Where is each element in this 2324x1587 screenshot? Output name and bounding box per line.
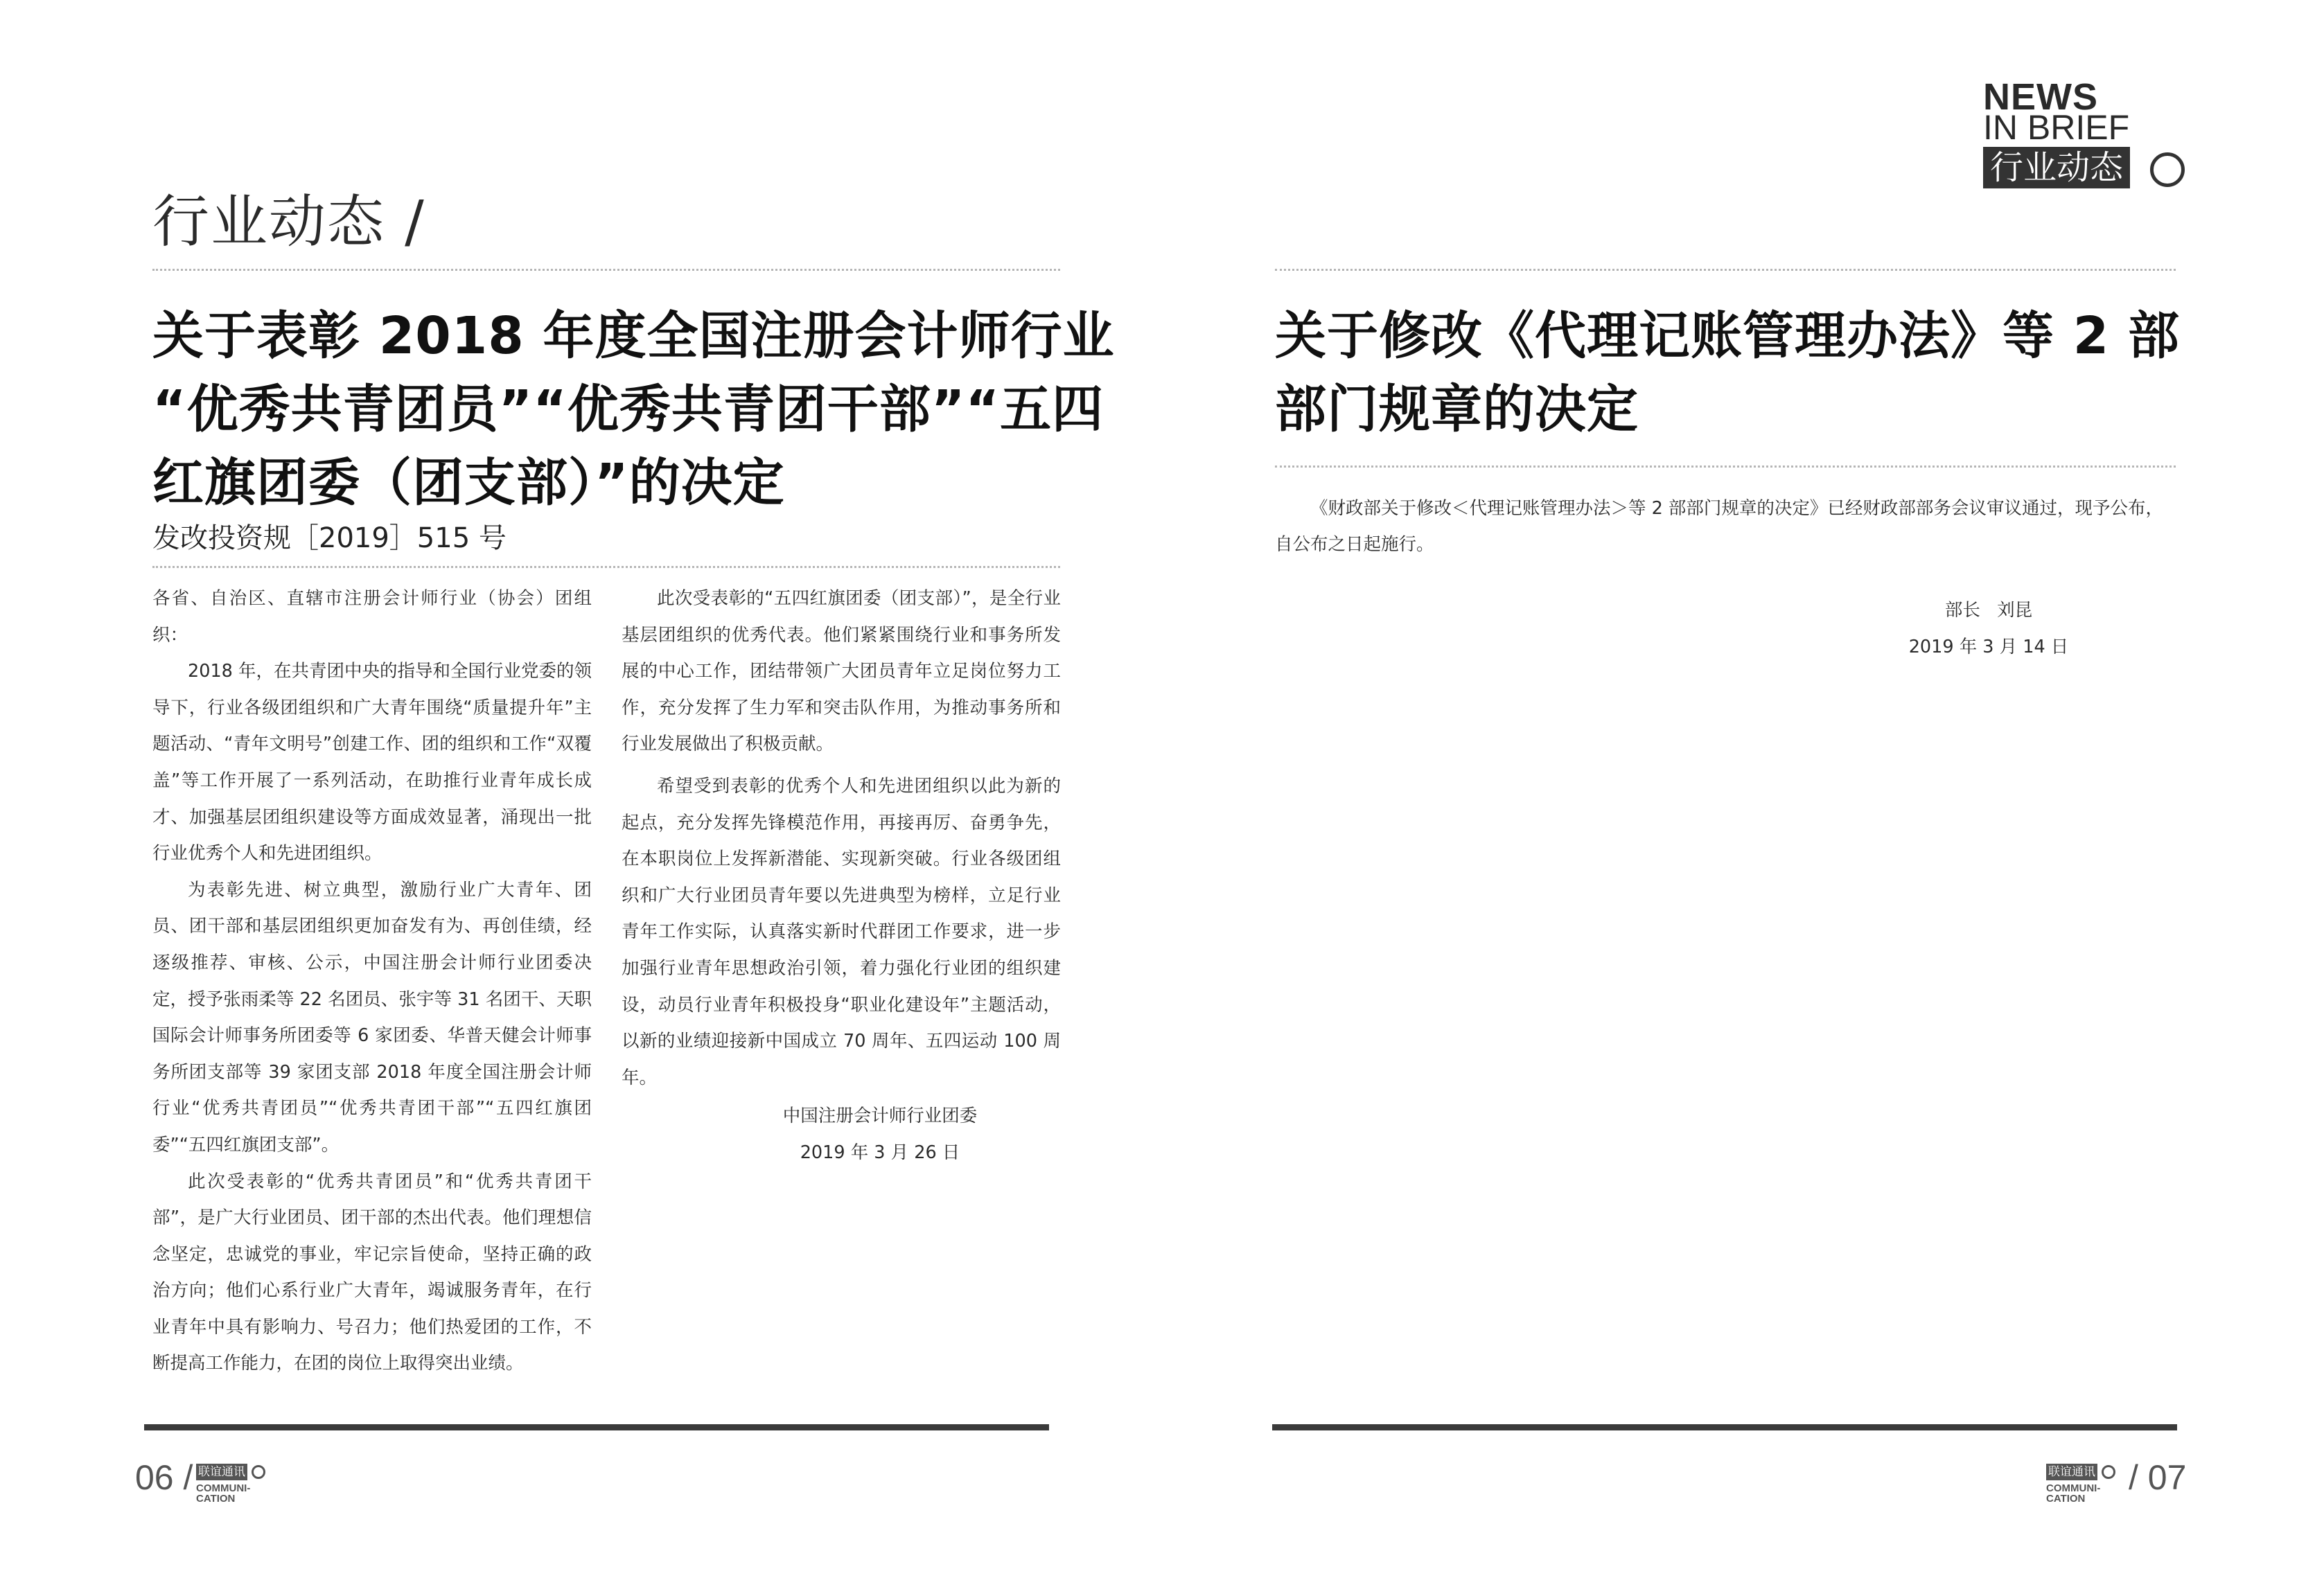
signature-org: 中国注册会计师行业团委: [782, 1106, 978, 1126]
title-line: 部门规章的决定: [1275, 380, 1639, 439]
footer-logo-left: [196, 1464, 272, 1505]
article-body-right: [1275, 490, 2190, 562]
footer-rule-right: [1272, 1424, 2177, 1430]
title-line: 关于表彰 2018 年度全国注册会计师行业: [152, 306, 1115, 366]
news-in-brief-brief: IN BRIEF: [1983, 108, 2130, 147]
signature-title: 部长 刘昆: [1944, 600, 2033, 621]
paragraph: 希望受到表彰的优秀个人和先进团组织以此为新的起点，充分发挥先锋模范作用，再接再厉、奋勇争先，在本职岗位上发挥新潜能、实现新突破。行业各级团组织和广大行业团员青年要以先进典型为榜样，立足行业青年工作实际，认真落实新时代群团工作要求，进一步加强行业青年思想政治引领，着力强化行业团的组织建设，动员行业青年积极投身“职业化建设年”主题活动，以新的业绩迎接新中国成立 70 周年、五四运动 100 周年。: [622, 775, 1061, 1088]
title-divider-left: [152, 566, 1060, 568]
page-number-right: / 07: [2129, 1458, 2187, 1497]
logo-en-1: COMMUNI-: [2046, 1482, 2101, 1494]
footer-logo-right: [2046, 1464, 2122, 1505]
signature-right: [1829, 592, 2148, 665]
signature-left: [721, 1098, 1039, 1171]
brand-circle-icon: [2150, 152, 2185, 187]
logo-circle-icon: [2102, 1465, 2115, 1479]
title-line: 红旗团委（团支部）”的决定: [152, 453, 785, 513]
footer-rule-left: [144, 1424, 1049, 1430]
article-column-2: [622, 580, 1061, 1096]
logo-cn: 联谊通讯: [2046, 1464, 2097, 1480]
paragraph: 为表彰先进、树立典型，激励行业广大青年、团员、团干部和基层团组织更加奋发有为、再创佳绩，经逐级推荐、审核、公示，中国注册会计师行业团委决定，授予张雨柔等 22 名团员、张宇等 31 名团干、天职国际会计师事务所团委等 6 家团委、华普天健会计师事务所团支部等 39 家团支部 2018 年度全国注册会计师行业“优秀共青团员”“优秀共青团干部”“五四红旗团委”“五四红旗团支部”。: [152, 879, 592, 1155]
logo-en-2: CATION: [196, 1493, 236, 1505]
paragraph: 此次受表彰的“五四红旗团委（团支部）”，是全行业基层团组织的优秀代表。他们紧紧围绕行业和事务所发展的中心工作，团结带领广大团员青年立足岗位努力工作，充分发挥了生力军和突击队作用，为推动事务所和行业发展做出了积极贡献。: [622, 588, 1061, 755]
paragraph: 此次受表彰的“优秀共青团员”和“优秀共青团干部”，是广大行业团员、团干部的杰出代表。他们理想信念坚定，忠诚党的事业，牢记宗旨使命，坚持正确的政治方向；他们心系行业广大青年，竭诚服务青年，在行业青年中具有影响力、号召力；他们热爱团的工作，不断提高工作能力，在团的岗位上取得突出业绩。: [152, 1171, 592, 1374]
article-title-right: [1275, 299, 2180, 446]
title-line: “优秀共青团员”“优秀共青团干部”“五四: [152, 380, 1104, 439]
news-in-brief-news: NEWS: [1983, 76, 2098, 118]
logo-cn: 联谊通讯: [196, 1464, 247, 1480]
salutation: 各省、自治区、直辖市注册会计师行业（协会）团组织：: [152, 588, 592, 646]
logo-en-2: CATION: [2046, 1493, 2086, 1505]
body-line: 《财政部关于修改＜代理记账管理办法＞等 2 部部门规章的决定》已经财政部部务会议审议通过，现予公布，: [1310, 498, 2163, 519]
article-title-left: [152, 299, 1114, 520]
signature-date: 2019 年 3 月 26 日: [800, 1142, 960, 1163]
article-column-1: [152, 580, 592, 1382]
logo-circle-icon: [252, 1465, 265, 1479]
top-divider-left: [152, 269, 1060, 271]
top-divider-right: [1275, 269, 2176, 271]
title-divider-right: [1275, 466, 2176, 468]
logo-en-1: COMMUNI-: [196, 1482, 251, 1494]
title-line: 关于修改《代理记账管理办法》等 2 部: [1275, 306, 2181, 366]
body-line: 自公布之日起施行。: [1275, 534, 1434, 555]
news-in-brief-cn: 行业动态: [1983, 147, 2130, 188]
page-number-left: 06 /: [135, 1458, 193, 1497]
document-number: 发改投资规［2019］515 号: [152, 522, 507, 554]
paragraph: 2018 年，在共青团中央的指导和全国行业党委的领导下，行业各级团组织和广大青年围绕“质量提升年”主题活动、“青年文明号”创建工作、团的组织和工作“双覆盖”等工作开展了一系列活动，在助推行业青年成长成才、加强基层团组织建设等方面成效显著，涌现出一批行业优秀个人和先进团组织。: [152, 661, 592, 865]
section-title: 行业动态 /: [152, 189, 425, 255]
signature-date: 2019 年 3 月 14 日: [1908, 636, 2069, 657]
